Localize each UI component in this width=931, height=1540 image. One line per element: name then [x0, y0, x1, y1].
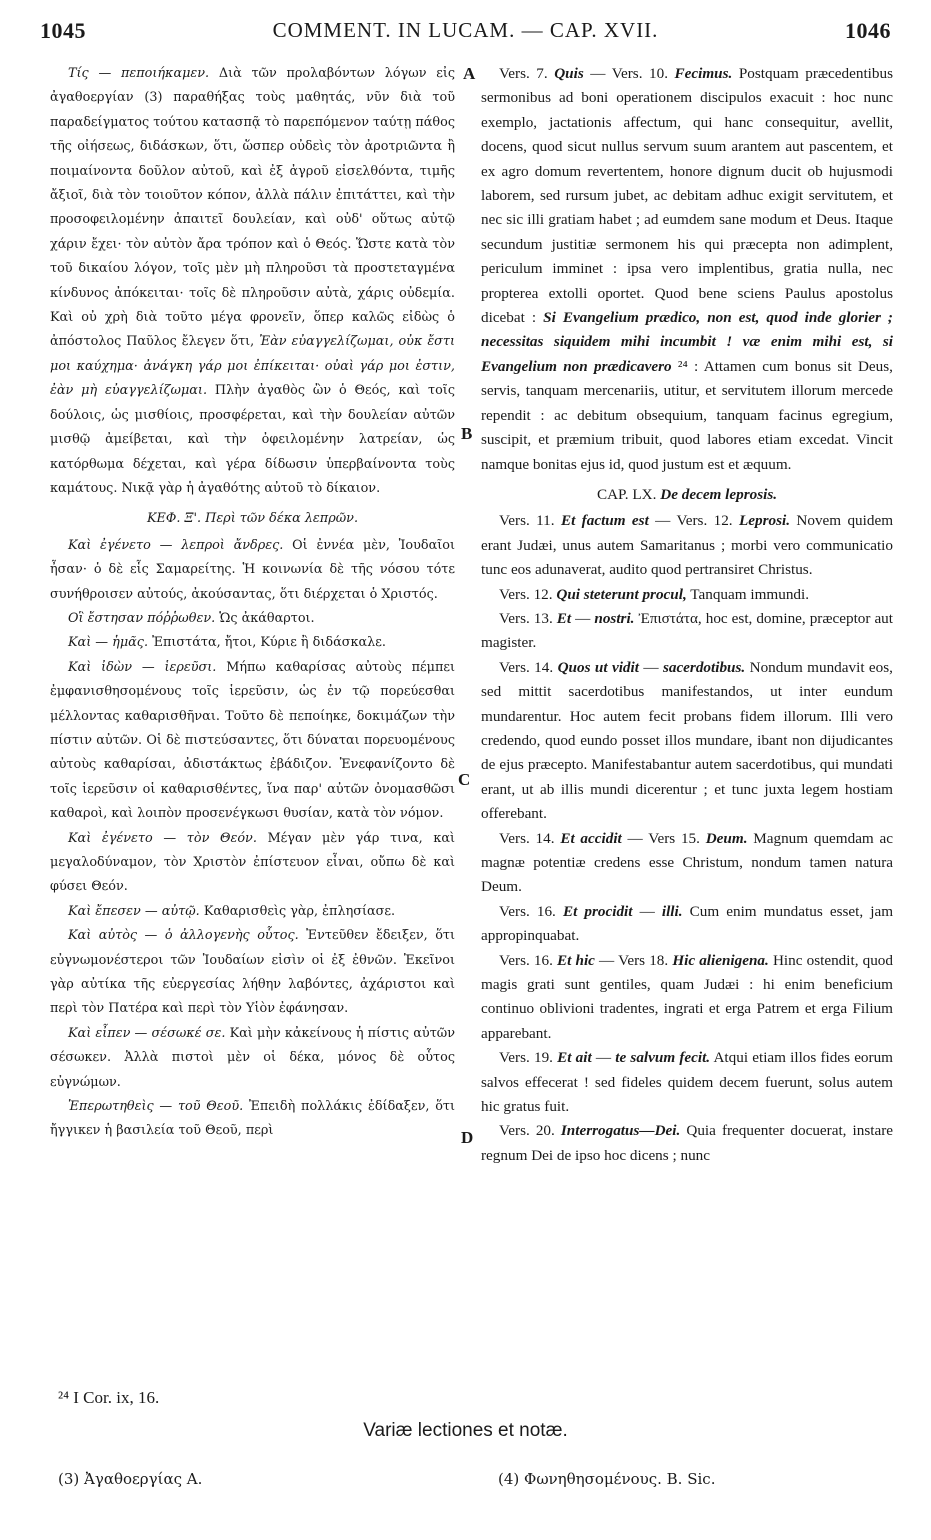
latin-lemma: Et factum est — [560, 512, 649, 530]
latin-lemma: te salvum fecit. — [615, 1049, 711, 1067]
verse-ref: Vers. 14. — [499, 658, 558, 676]
greek-text: Καὶ μὴν κἀκείνους ἡ πίστις αὐτῶν σέσωκεν. Ἀλλὰ πιστοὶ μὲν οἱ δέκα, μόνος δὲ οὗτος εὐγνώμων. — [50, 1025, 455, 1090]
latin-paragraph — [481, 949, 893, 1047]
greek-paragraph — [50, 656, 455, 827]
latin-text: Quia frequenter docuerat, instare regnum Dei de ipso hoc dicens ; nunc — [481, 1122, 894, 1164]
verse-ref: — Vers. 12. — [648, 512, 739, 530]
greek-lemma: Καὶ ἐγένετο — τὸν Θεόν. — [68, 830, 257, 846]
verse-ref: Vers. 20. — [499, 1122, 561, 1140]
greek-lemma: Καὶ εἶπεν — σέσωκέ σε. — [68, 1025, 226, 1041]
latin-lemma: Fecimus. — [674, 65, 733, 82]
latin-text: Cum enim mundatus esset, jam appropinquabat. — [481, 902, 894, 945]
variant-note-3: (3) Ἀγαθοεργίας A. — [58, 1470, 203, 1488]
page-header — [0, 18, 931, 54]
latin-lemma: Et — [556, 609, 572, 627]
latin-paragraph — [481, 607, 893, 656]
greek-paragraph — [50, 900, 455, 924]
latin-paragraph — [481, 900, 893, 949]
chapter-title: De decem leprosis. — [656, 485, 778, 503]
latin-paragraph — [481, 827, 893, 900]
margin-letter-c: C — [458, 770, 471, 789]
greek-paragraph — [50, 1095, 455, 1144]
latin-text: : Attamen cum bonus sit Deus, servis, tanquam mercenariis, utitur, et servitutem illorum mercede rependit : ac debitum obsequium, tanquam facinus egregium, suscipit, et præmium tribuit, quod labores etiam excedat. Vincit namque bonitas ejus id, quod justum est et æquum. — [481, 357, 893, 473]
latin-paragraph — [481, 1046, 893, 1119]
latin-column — [481, 62, 893, 1168]
latin-paragraph — [481, 583, 893, 607]
verse-ref: Vers. 19. — [499, 1049, 558, 1067]
verse-ref: Vers. 12. — [499, 585, 557, 603]
greek-paragraph — [50, 534, 455, 607]
latin-lemma: Deum. — [705, 829, 748, 847]
latin-paragraph — [481, 1119, 893, 1168]
footnote-ref: ²⁴ — [671, 357, 688, 375]
latin-text: Postquam præcedentibus sermonibus ad boni operationem discipulos exacuit : hoc nunc exemplo, jactationis affectum, qui hanc consequitur, avellit, docens, quod sicut nullus servum suum arantem aut pascentem, et ex agro domum revertentem, honore dignum ducit ob hujusmodi laborem, sed rursum jubet, ac debitam adhuc exigit servitutem, et nec sic illi gratiam habet ; ad eumdem sane modum et Deus. Itaque secundum justitiæ sermonem his qui præcepta non adimplent, periculum imminet : ipsa vero implentibus, gratia nulla, nec propterea extolli oportet. Quod bene sciens Paulus apostolus dicebat : — [481, 65, 893, 327]
greek-paragraph — [50, 62, 455, 501]
footnote: ²⁴ I Cor. ix, 16. — [58, 1388, 160, 1407]
margin-letter-a: A — [463, 64, 476, 83]
latin-paragraph — [481, 656, 893, 827]
greek-paragraph — [50, 827, 455, 900]
greek-paragraph — [50, 631, 455, 655]
latin-lemma: Quis — [554, 65, 584, 82]
greek-lemma: Ἐπερωτηθεὶς — τοῦ Θεοῦ. — [68, 1099, 244, 1115]
greek-lemma: Καὶ αὐτὸς — ὁ ἀλλογενὴς οὗτος. — [68, 928, 299, 944]
greek-text: Οἱ ἐννέα μὲν, Ἰουδαῖοι ἦσαν· ὁ δὲ εἷς Σαμαρείτης. Ἡ κοινωνία δὲ τῆς νόσου τότε συνήθροισεν αὐτούς, ἀκούσαντας, ὅτι διέρχεται ὁ Χριστός. — [50, 537, 456, 602]
latin-lemma: nostri. — [594, 609, 635, 627]
variant-note-4: (4) Φωνηθησομένους. B. Sic. — [498, 1470, 716, 1488]
latin-lemma: sacerdotibus. — [662, 658, 746, 676]
verse-ref: Vers. 16. — [499, 902, 563, 920]
greek-text: Ἐπειδὴ πολλάκις ἐδίδαξεν, ὅτι ἤγγικεν ἡ βασιλεία τοῦ Θεοῦ, περὶ — [50, 1099, 455, 1139]
latin-text: Tanquam immundi. — [686, 585, 810, 603]
variae-lectiones-heading: Variæ lectiones et notæ. — [363, 1420, 568, 1441]
verse-ref: Vers. 7. — [499, 65, 555, 82]
latin-lemma: Et accidit — [560, 829, 622, 847]
latin-chapter-heading — [481, 483, 893, 507]
latin-lemma: Leprosi. — [738, 512, 791, 530]
verse-ref: Vers. 11. — [499, 512, 561, 530]
running-title: COMMENT. IN LUCAM. — CAP. XVII. — [272, 18, 659, 42]
latin-paragraph — [481, 62, 893, 477]
greek-text: Πλὴν ἀγαθὸς ὢν ὁ Θεός, καὶ τοῖς δούλοις, ὡς μισθίοις, προσφέρεται, καὶ τὴν δουλείαν αὐτῶν μισθῷ ἀμείβεται, καὶ τὴν ὀφειλομένην λατρείαν, ὡς κατόρθωμα δέχεται, καὶ γέρα δίδωσιν ὑπερβαίνοντα τοὺς καμάτους. Νικᾷ γὰρ ἡ ἀγαθότης αὐτοῦ τὸ δίκαιον. — [50, 383, 455, 496]
greek-paragraph — [50, 607, 455, 631]
latin-text: Nondum mundavit eos, sed mittit sacerdotibus manifestandos, ut inter eundum mundarentur. Hoc autem fecit probans fidem illorum. Illi vero credendo, quod eundo posset illos mundare, ibant non dijudicantes de ejus præcepto. Manifestabantur autem sacerdotibus, qui mundati erant, ut ab illis mundi dicerentur ; et tunc juxta legem hostiam offerebant. — [481, 658, 893, 823]
greek-text: Διὰ τῶν προλαβόντων λόγων εἰς ἀγαθοεργίαν (3) παραθήξας τοὺς μαθητάς, νῦν διὰ τοῦ παραδείγματος τούτου κατασπᾷ τὸ παρεπόμενον ταύτῃ πάθος τῆς οἰήσεως, διδάσκων, ὅτι, ὥσπερ οὐδεὶς τὸν ἀροτριῶντα ἢ ποιμαίνοντα δοῦλον αὐτοῦ, καὶ ἐξ ἀγροῦ εἰσελθόντα, τιμῆς ἄξιοῖ, διὰ τὸν τοιοῦτον κόπον, ἀλλὰ πάλιν ἐπιτάττει, καὶ τὴν προσοφειλομένην ἀπαιτεῖ δουλείαν, καὶ οὐδ' οὕτως αὐτῷ χάριν ἔχει· τὸν αὐτὸν ἄρα τρόπον καὶ ὁ Θεός. Ὥστε κατὰ τὸν τοῦ δικαίου λόγον, τοῖς μὲν μὴ πληροῦσι τὰ προστεταγμένα κίνδυνος ἀπόκειται· τοῖς δὲ πληροῦσιν αὐτὰ, χάρις οὐδεμία. Καὶ οὐ χρὴ διὰ τοῦτο μέγα φρονεῖν, ὅπερ καλῶς εἰδὼς ὁ ἀπόστολος Παῦλος ἔλεγεν ὅτι, — [50, 66, 456, 350]
greek-text: Μήπω καθαρίσας αὐτοὺς πέμπει ἐμφανισθησομένους τοῖς ἱερεῦσιν, ὡς ἐν τῷ πορεύεσθαι μέλλοντας καθαρισθῆναι. Τοῦτο δὲ πεποίηκε, δοκιμάζων τὴν πίστιν αὐτῶν. Οἱ δὲ πιστεύσαντες, ὅτι δύναται πορευομένους αὐτοὺς καθαρίσαι, ἀδιστάκτως ἐβάδιζον. Ἐνεφανίζοντο δὲ τοῖς ἱερεῦσιν οἱ καθαρισθέντες, ἵνα παρ' αὐτῶν ὀνομασθῶσι καθαροὶ, καὶ λοιπὸν προσενέγκωσι θυσίαν, κατὰ τὸν νόμον. — [50, 659, 456, 822]
greek-text: Ὡς ἀκάθαρτοι. — [215, 610, 315, 626]
latin-lemma: illi. — [661, 902, 683, 920]
latin-lemma: Interrogatus—Dei. — [560, 1122, 681, 1140]
greek-text: Μέγαν μὲν γάρ τινα, καὶ μεγαλοδύναμον, τὸν Χριστὸν ἐπίστευον εἶναι, οὔπω δὲ καὶ φύσει Θεόν. — [50, 830, 455, 895]
latin-lemma: Qui steterunt procul, — [556, 585, 687, 603]
greek-lemma: Καὶ — ἡμᾶς. — [68, 635, 149, 651]
latin-text: Magnum quemdam ac magnæ potentiæ credens esse Christum, nondum tamen natura Deum. — [481, 829, 893, 896]
verse-ref: Vers. 14. — [499, 829, 561, 847]
latin-lemma: Et hic — [557, 951, 595, 969]
greek-paragraph — [50, 924, 455, 1022]
margin-letter-b: B — [461, 424, 473, 443]
greek-lemma: Οἳ ἔστησαν πόῤῥωθεν. — [68, 610, 216, 626]
greek-lemma: Τίς — πεποιήκαμεν. — [68, 66, 210, 81]
latin-quote: Si Evangelium prædico, non est, quod inde glorier ; necessitas siquidem mihi incumbit ! væ enim mihi est, si Evangelium non prædicavero — [481, 309, 893, 375]
greek-text: Καθαρισθεὶς γὰρ, ἐπλησίασε. — [199, 903, 396, 919]
greek-lemma: Καὶ ἐγένετο — λεπροὶ ἄνδρες. — [68, 537, 284, 553]
greek-text: Ἐντεῦθεν ἔδειξεν, ὅτι εὐγνωμονέστεροι τῶν Ἰουδαίων εἰσὶν οἱ ἐξ ἐθνῶν. Ἐκεῖνοι γὰρ αὐτίκα τῆς εὐεργεσίας λήθην λαβόντες, ἀχάριστοι καὶ περὶ τὸν Πατέρα καὶ περὶ τὸν Υἱὸν ἐφάνησαν. — [50, 928, 455, 1017]
latin-lemma: Et procidit — [562, 902, 633, 920]
verse-ref: — — [591, 1049, 616, 1067]
latin-lemma: Hic alienigena. — [672, 951, 769, 969]
latin-text: Hinc ostendit, quod magis grati sunt gentiles, quam Judæi : hi enim beneficium continuo oblivioni tradentes, ingrati et erga Patrem et erga Filium apparebant. — [481, 951, 893, 1042]
chapter-number: CAP. LX. — [596, 485, 657, 503]
latin-text: Ἐπιστάτα, hoc est, domine, præceptor aut magister. — [481, 609, 893, 652]
verse-ref: — — [571, 609, 595, 627]
verse-ref: — — [638, 658, 663, 676]
greek-lemma: Καὶ ἔπεσεν — αὐτῷ. — [68, 903, 200, 919]
verse-ref: — Vers 18. — [594, 951, 673, 969]
latin-paragraph — [481, 509, 893, 582]
latin-text: Novem quidem erant Judæi, unus autem Samaritanus ; morbi vero communicatio tunc eos adunaverat, audito quod pertransiret Christus. — [481, 512, 894, 579]
greek-lemma: Καὶ ἰδὼν — ἱερεῦσι. — [68, 659, 217, 675]
greek-column — [50, 62, 455, 1144]
verse-ref: — Vers. 10. — [583, 65, 675, 82]
verse-ref: Vers. 16. — [499, 951, 558, 969]
verse-ref: — — [632, 902, 662, 920]
latin-text: Atqui etiam illos fides eorum salvos effecerat ! sed fideles quidem decem fuerunt, solus autem hic gratus fuit. — [481, 1049, 893, 1116]
greek-chapter-heading: ΚΕΦ. Ξ'. Περὶ τῶν δέκα λεπρῶν. — [146, 511, 359, 527]
page-number-right: 1046 — [845, 18, 891, 43]
page-number-left: 1045 — [40, 18, 86, 43]
margin-letter-d: D — [461, 1128, 474, 1147]
verse-ref: Vers. 13. — [499, 609, 557, 627]
greek-paragraph — [50, 1022, 455, 1095]
latin-lemma: Et ait — [557, 1049, 592, 1067]
greek-text: Ἐπιστάτα, ἤτοι, Κύριε ἢ διδάσκαλε. — [148, 635, 386, 651]
latin-lemma: Quos ut vidit — [557, 658, 639, 676]
greek-quote: Ἐὰν εὐαγγελίζωμαι, οὐκ ἔστι μοι καύχημα· ἀνάγκη γάρ μοι ἐπίκειται· οὐαὶ γάρ μοι ἐστιν, ἐὰν μὴ εὐαγγελίζωμαι. — [50, 334, 456, 399]
verse-ref: — Vers 15. — [621, 829, 706, 847]
